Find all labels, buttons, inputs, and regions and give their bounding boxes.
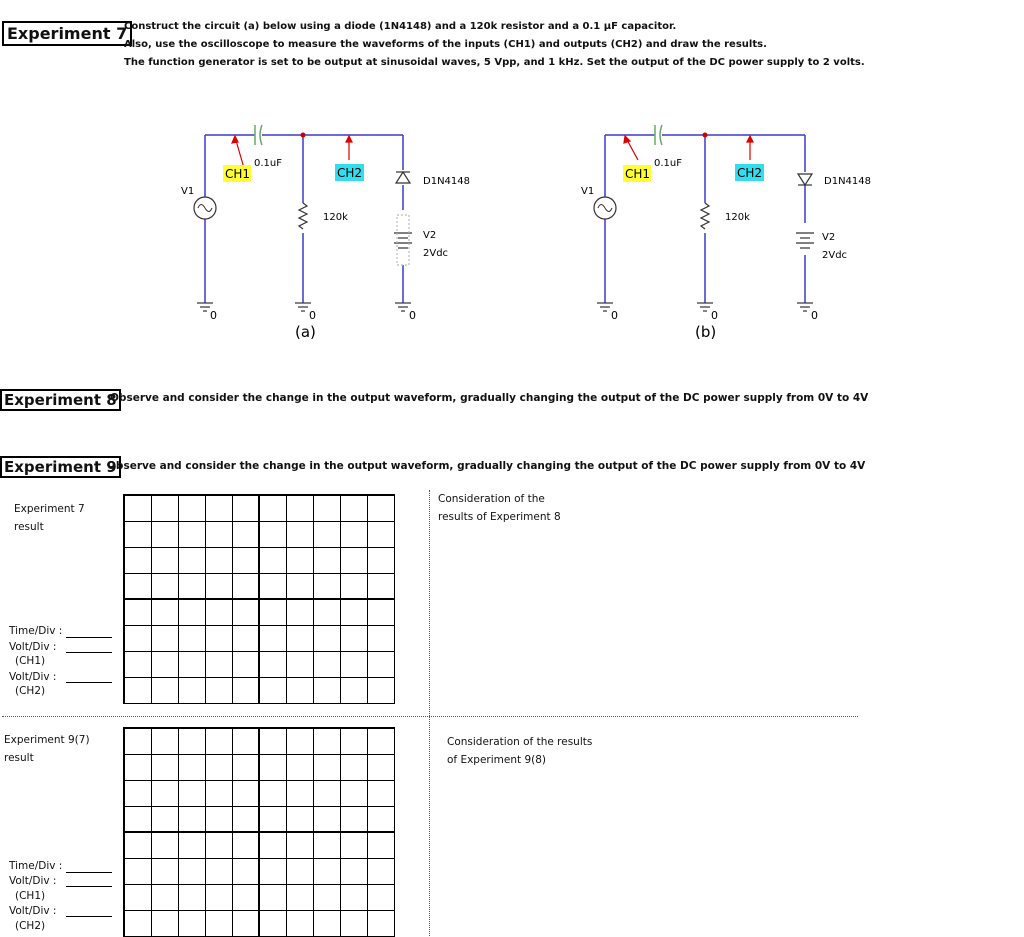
dc-source-symbol [796, 233, 814, 248]
ground-label: 0 [611, 309, 618, 322]
ch1-caption: (CH1) [15, 655, 46, 667]
result1-label2: result [14, 521, 44, 533]
result2-label2: result [4, 752, 34, 764]
circuit-a [160, 115, 470, 345]
consideration-exp9-line1: Consideration of the results [447, 736, 593, 748]
oscilloscope-grid-2[interactable] [123, 727, 395, 937]
ch1-label: CH1 [225, 167, 251, 181]
capacitor-symbol [255, 125, 262, 145]
ch2-caption: (CH2) [15, 685, 46, 697]
diode-symbol [798, 174, 812, 185]
diode-symbol [396, 172, 410, 183]
ch2-label: CH2 [737, 166, 763, 180]
vdc-label: 2Vdc [423, 248, 449, 259]
diode-label: D1N4148 [423, 176, 470, 187]
exp7-instruction-line2: Also, use the oscilloscope to measure the waveforms of the inputs (CH1) and outputs (CH2) and draw the results. [124, 39, 767, 50]
time-div-label: Time/Div : [9, 860, 63, 872]
ground-label: 0 [711, 309, 718, 322]
ch2-label: CH2 [337, 166, 363, 180]
time-div-label: Time/Div : [9, 625, 63, 637]
capacitor-label: 0.1uF [254, 158, 282, 169]
v2-label: V2 [822, 232, 836, 243]
v1-label: V1 [581, 186, 595, 197]
circuit-a-caption: (a) [295, 323, 316, 341]
result2-label: Experiment 9(7) [4, 734, 90, 746]
resistor-symbol [701, 203, 709, 229]
time-div-blank[interactable] [66, 872, 112, 873]
consideration-exp8-line1: Consideration of the [438, 493, 545, 505]
volt-div-ch2-blank[interactable] [66, 682, 112, 683]
exp8-instruction: Observe and consider the change in the output waveform, gradually changing the output of the DC power supply from 0V to 4V [110, 392, 869, 404]
volt-div-ch2-label: Volt/Div : [9, 905, 57, 917]
v1-label: V1 [181, 186, 195, 197]
dc-source-symbol [394, 215, 412, 265]
circuit-b [560, 115, 871, 345]
experiment-9-title: Experiment 9 [0, 456, 121, 478]
horizontal-divider [2, 716, 858, 717]
ground-label: 0 [811, 309, 818, 322]
ground-label: 0 [309, 309, 316, 322]
oscilloscope-grid-1[interactable] [123, 494, 395, 704]
capacitor-label: 0.1uF [654, 158, 682, 169]
time-div-blank[interactable] [66, 637, 112, 638]
ch1-caption: (CH1) [15, 890, 46, 902]
ground-label: 0 [210, 309, 217, 322]
consideration-exp9-line2: of Experiment 9(8) [447, 754, 547, 766]
circuit-b-caption: (b) [695, 323, 717, 341]
v2-label: V2 [423, 230, 437, 241]
experiment-8-title: Experiment 8 [0, 389, 121, 411]
result1-label: Experiment 7 [14, 503, 85, 515]
experiment-7-title: Experiment 7 [2, 21, 132, 46]
volt-div-ch1-label: Volt/Div : [9, 875, 57, 887]
vdc-label: 2Vdc [822, 250, 848, 261]
diode-label: D1N4148 [824, 176, 871, 187]
volt-div-ch1-blank[interactable] [66, 652, 112, 653]
volt-div-ch2-blank[interactable] [66, 916, 112, 917]
exp7-instruction-line1: Construct the circuit (a) below using a diode (1N4148) and a 120k resistor and a 0.1 μF capacitor. [124, 21, 677, 32]
volt-div-ch2-label: Volt/Div : [9, 671, 57, 683]
ground-label: 0 [409, 309, 416, 322]
exp7-instruction-line3: The function generator is set to be output at sinusoidal waves, 5 Vpp, and 1 kHz. Set the output of the DC power supply to 2 volts. [124, 57, 865, 68]
resistor-label: 120k [323, 212, 348, 223]
volt-div-ch1-blank[interactable] [66, 886, 112, 887]
vertical-divider [429, 490, 430, 936]
volt-div-ch1-label: Volt/Div : [9, 641, 57, 653]
ch2-caption: (CH2) [15, 920, 46, 932]
ch1-label: CH1 [625, 167, 651, 181]
resistor-label: 120k [725, 212, 750, 223]
exp9-instruction: Observe and consider the change in the output waveform, gradually changing the output of the DC power supply from 0V to 4V [107, 460, 866, 472]
consideration-exp8-line2: results of Experiment 8 [438, 511, 561, 523]
resistor-symbol [299, 203, 307, 229]
capacitor-symbol [655, 125, 662, 145]
